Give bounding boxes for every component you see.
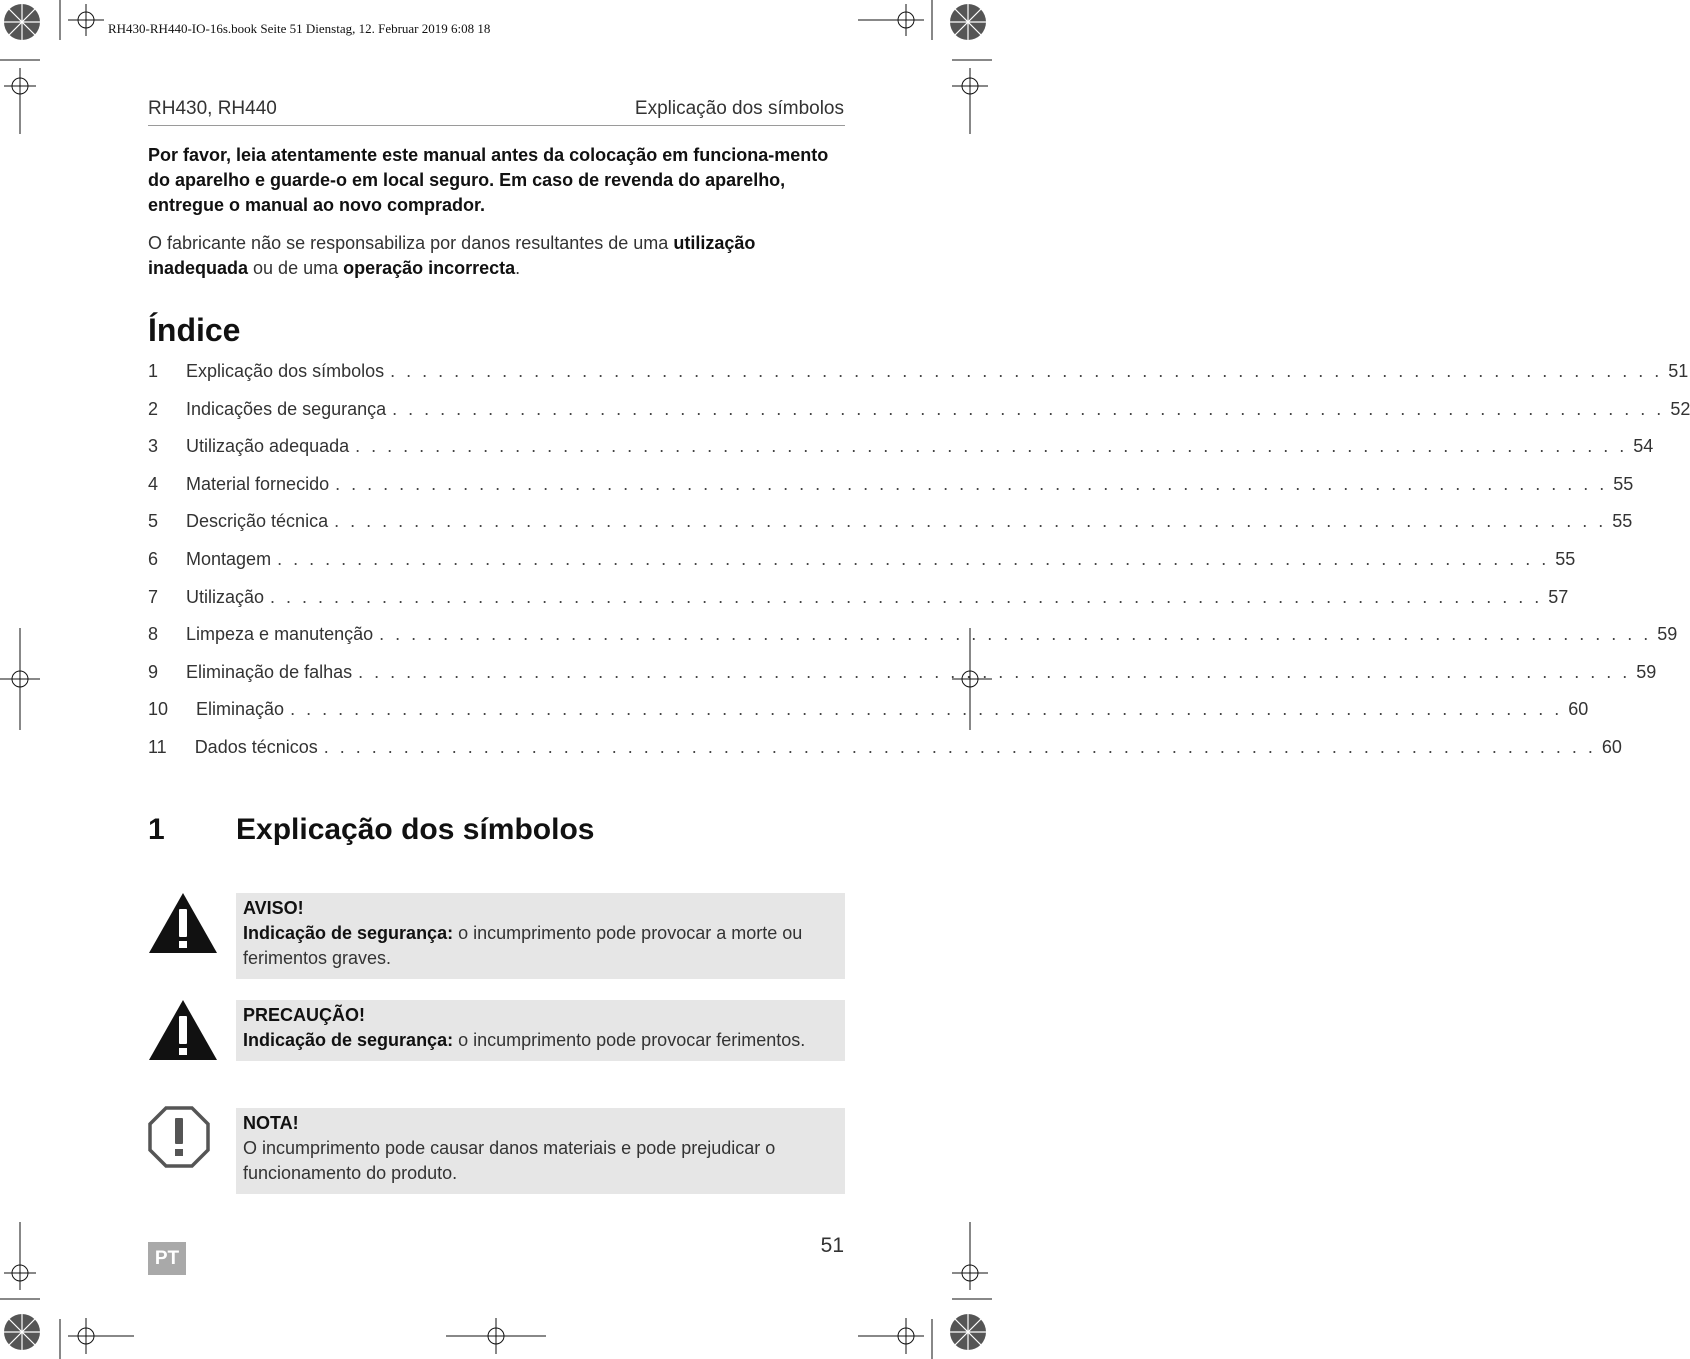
toc-entry-label: Dados técnicos <box>194 736 318 757</box>
toc-entry <box>148 736 1622 775</box>
warning-triangle-icon <box>147 891 219 955</box>
toc-entry-label: Material fornecido <box>186 473 330 494</box>
warning-title: AVISO! <box>243 898 304 918</box>
toc-entry <box>148 436 1654 474</box>
toc-entry <box>148 624 1678 662</box>
section-title: Explicação dos símbolos <box>236 813 595 846</box>
index-title: Índice <box>148 312 241 348</box>
toc-entry <box>148 548 1576 587</box>
toc-entry-page: 59 <box>1657 624 1678 645</box>
caution-lead: Indicação de segurança: <box>243 1030 454 1050</box>
toc-entry-number: 4 <box>148 473 159 494</box>
note-text: O incumprimento pode causar danos materiais e pode prejudicar o funcionamento do produto. <box>243 1138 776 1183</box>
caution-text <box>243 1028 838 1053</box>
toc-entry <box>148 473 1634 512</box>
running-header-model: RH430, RH440 <box>148 98 277 119</box>
toc-entry-label: Indicações de segurança <box>186 398 387 419</box>
section-number: 1 <box>148 813 165 846</box>
toc-leader-dots: . . . . . . . . . . . . . . . . . . . . . . . . . . . . . . . . . . . . . . . . . . . . . . . . . . . . . . . . . . . . . . . . . . . . . . . . . . . . . . . . <box>379 624 1652 645</box>
toc-entry-label: Explicação dos símbolos <box>186 361 385 381</box>
caution-triangle-icon <box>147 998 219 1062</box>
toc-entry <box>148 699 1589 737</box>
toc-entry-page: 54 <box>1633 436 1654 457</box>
caution-body: o incumprimento pode provocar ferimentos. <box>453 1030 806 1050</box>
toc-entry-page: 55 <box>1612 511 1633 532</box>
toc-leader-dots: . . . . . . . . . . . . . . . . . . . . . . . . . . . . . . . . . . . . . . . . . . . . . . . . . . . . . . . . . . . . . . . . . . . . . . . . . . . . . . . . <box>277 548 1550 569</box>
toc-entry <box>148 511 1633 549</box>
toc-entry-number: 8 <box>148 624 159 645</box>
toc-entry-page: 51 <box>1668 361 1689 381</box>
header-rule <box>148 125 845 126</box>
toc-entry-number: 7 <box>148 586 159 607</box>
toc-entry-number: 3 <box>148 436 159 457</box>
toc-entry <box>148 661 1657 700</box>
note-notice <box>236 1108 845 1194</box>
intro-notice: Por favor, leia atentamente este manual antes da colocação em funciona-mento do aparelho e guarde-o em local seguro. Em caso de revenda do aparelho, entregue o manual ao novo comprador. <box>148 145 829 215</box>
liability-disclaimer <box>148 231 845 281</box>
toc-entry-number: 9 <box>148 661 159 682</box>
note-title: NOTA! <box>243 1113 299 1133</box>
toc-entry-page: 59 <box>1636 661 1657 682</box>
caution-notice <box>236 1000 845 1061</box>
toc-leader-dots: . . . . . . . . . . . . . . . . . . . . . . . . . . . . . . . . . . . . . . . . . . . . . . . . . . . . . . . . . . . . . . . . . . . . . . . . . . . . . . . . <box>335 473 1608 494</box>
page-number: 51 <box>820 1234 844 1257</box>
warning-lead: Indicação de segurança: <box>243 923 454 943</box>
toc-leader-dots: . . . . . . . . . . . . . . . . . . . . . . . . . . . . . . . . . . . . . . . . . . . . . . . . . . . . . . . . . . . . . . . . . . . . . . . . . . . . . . . . <box>358 661 1631 682</box>
note-octagon-icon <box>147 1105 211 1169</box>
disclaimer-text-2: ou de uma <box>248 258 344 278</box>
toc-entry-page: 52 <box>1670 398 1690 419</box>
running-header-section: Explicação dos símbolos <box>634 98 844 119</box>
toc-entry-number: 5 <box>148 511 159 532</box>
toc-entry-page: 60 <box>1601 736 1622 757</box>
toc-entry-label: Limpeza e manutenção <box>186 624 374 645</box>
toc-leader-dots: . . . . . . . . . . . . . . . . . . . . . . . . . . . . . . . . . . . . . . . . . . . . . . . . . . . . . . . . . . . . . . . . . . . . . . . . . . . . . . . . <box>355 436 1628 457</box>
disclaimer-text-1: O fabricante não se responsabiliza por danos resultantes de uma <box>148 233 674 253</box>
toc-leader-dots: . . . . . . . . . . . . . . . . . . . . . . . . . . . . . . . . . . . . . . . . . . . . . . . . . . . . . . . . . . . . . . . . . . . . . . . . . . . . . . . . <box>270 586 1543 607</box>
toc-entry-page: 57 <box>1548 586 1569 607</box>
warning-body: o incumprimento pode provocar a morte ou ferimentos graves. <box>243 923 803 968</box>
toc-entry <box>148 586 1569 625</box>
language-tab: PT <box>148 1242 186 1275</box>
warning-text <box>243 921 838 971</box>
toc-entry-page: 55 <box>1613 473 1634 494</box>
toc-entry-number: 10 <box>148 699 169 720</box>
disclaimer-text-3: . <box>515 258 521 278</box>
toc-entry-label: Utilização adequada <box>186 436 350 457</box>
caution-title: PRECAUÇÃO! <box>243 1005 366 1025</box>
toc-entry-label: Eliminação de falhas <box>186 661 353 682</box>
toc-leader-dots: . . . . . . . . . . . . . . . . . . . . . . . . . . . . . . . . . . . . . . . . . . . . . . . . . . . . . . . . . . . . . . . . . . . . . . . . . . . . . . . . <box>392 398 1665 419</box>
toc-entry-label: Eliminação <box>196 699 285 720</box>
disclaimer-bold-2: operação incorrecta <box>343 258 516 278</box>
print-slug: RH430-RH440-IO-16s.book Seite 51 Dienstag, 12. Februar 2019 6:08 18 <box>108 21 491 36</box>
toc-entry <box>148 361 1689 399</box>
toc-entry-number: 1 <box>148 361 159 381</box>
toc-entry-label: Descrição técnica <box>186 511 329 532</box>
toc-entry-page: 60 <box>1568 699 1589 720</box>
warning-notice <box>236 893 845 979</box>
table-of-contents <box>148 361 1690 775</box>
toc-entry-number: 6 <box>148 548 159 569</box>
toc-entry-label: Utilização <box>186 586 265 607</box>
toc-leader-dots: . . . . . . . . . . . . . . . . . . . . . . . . . . . . . . . . . . . . . . . . . . . . . . . . . . . . . . . . . . . . . . . . . . . . . . . . . . . . . . . . <box>290 699 1563 720</box>
toc-leader-dots: . . . . . . . . . . . . . . . . . . . . . . . . . . . . . . . . . . . . . . . . . . . . . . . . . . . . . . . . . . . . . . . . . . . . . . . . . . . . . . . . <box>334 511 1607 532</box>
disclaimer-bold-1: utilização inadequada <box>148 233 756 278</box>
toc-entry-number: 11 <box>148 736 167 757</box>
toc-entry-label: Montagem <box>186 548 272 569</box>
toc-leader-dots: . . . . . . . . . . . . . . . . . . . . . . . . . . . . . . . . . . . . . . . . . . . . . . . . . . . . . . . . . . . . . . . . . . . . . . . . . . . . . . . . <box>323 736 1596 757</box>
toc-entry-page: 55 <box>1555 548 1576 569</box>
toc-entry-number: 2 <box>148 398 159 419</box>
toc-entry <box>148 398 1690 437</box>
toc-leader-dots: . . . . . . . . . . . . . . . . . . . . . . . . . . . . . . . . . . . . . . . . . . . . . . . . . . . . . . . . . . . . . . . . . . . . . . . . . . . . . . . . <box>390 361 1663 381</box>
